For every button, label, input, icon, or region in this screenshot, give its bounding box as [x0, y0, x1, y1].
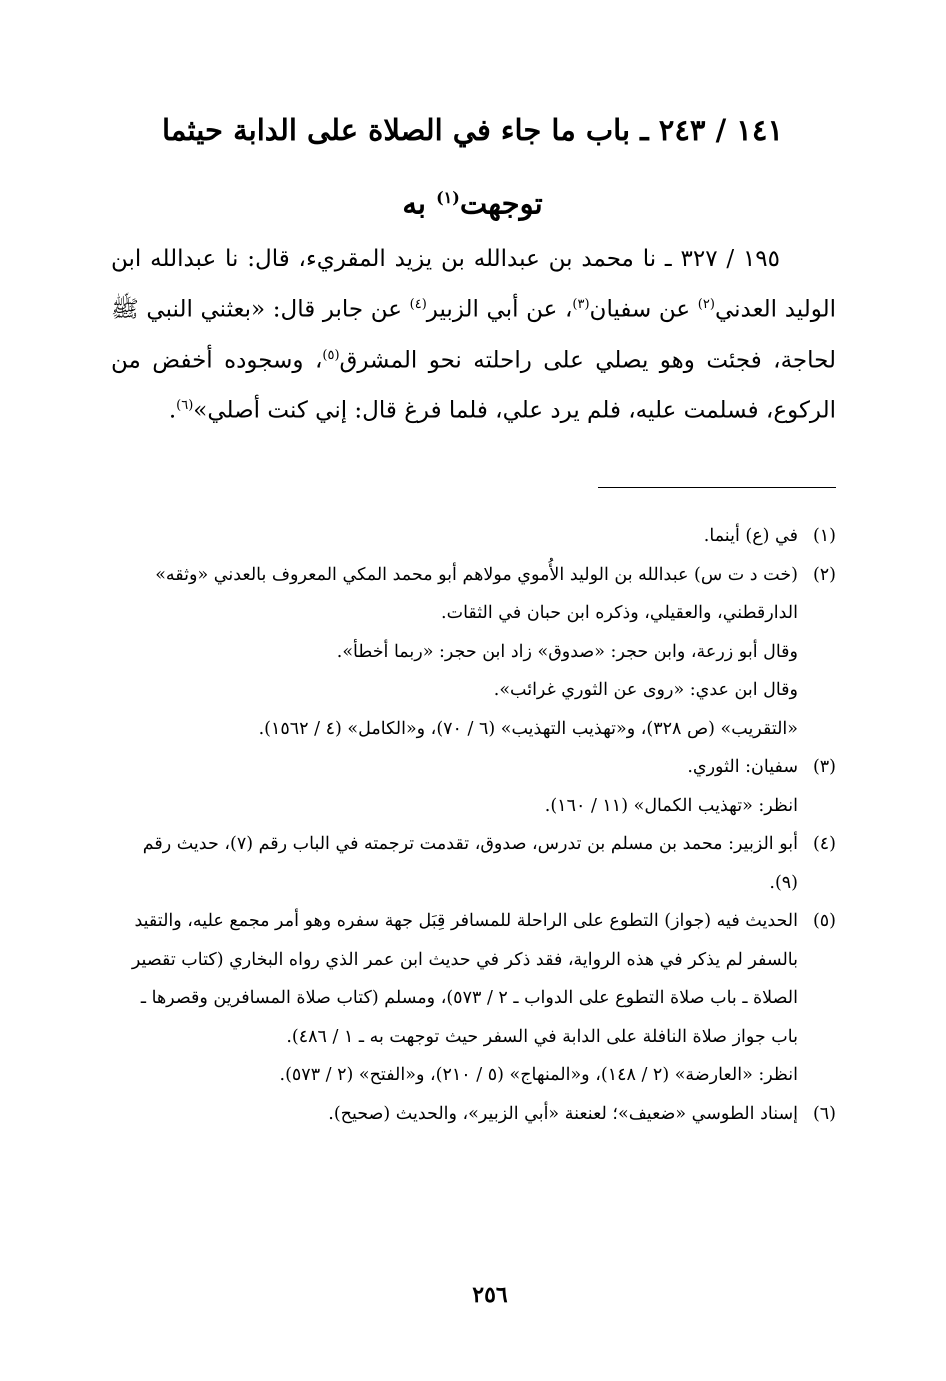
footnotes — [111, 517, 836, 1133]
footnote-number: (٤) — [812, 834, 836, 854]
footnote-separator — [598, 487, 836, 488]
footnote-text: (خت د ت س) عبدالله بن الوليد الأُموي مولاهم أبو محمد المكي المعروف بالعدني «وثقه» الدارقطني، والعقيلي، وذكره ابن حبان في الثقات. — [155, 564, 798, 623]
heading-word: توجهت — [459, 186, 543, 221]
hadith-segment: ١٩٥ / ٣٢٧ ـ نا محمد بن عبدالله بن يزيد المقريء، قال: نا عبدالله ابن الوليد العدني — [111, 246, 837, 323]
hadith-segment: عن جابر قال: «بعثني النبي ﷺ لحاجة، فجئت وهو يصلي على راحلته نحو المشرق — [111, 296, 836, 374]
footnote-marker-3: (٣) — [572, 297, 590, 312]
footnote-4 — [111, 825, 836, 902]
hadith-segment: . — [168, 397, 177, 424]
footnote-6 — [111, 1095, 836, 1134]
footnote-text: وقال أبو زرعة، وابن حجر: «صدوق» زاد ابن حجر: «ربما أخطأ». — [336, 641, 798, 662]
footnote-number: (٢) — [812, 564, 836, 585]
hadith-segment: ، وسجوده أخفض من الركوع، فسلمت عليه، فلم يرد علي، فلما فرغ قال: إني كنت أصلي» — [111, 347, 836, 424]
footnote-text: سفيان: الثوري. — [687, 757, 798, 777]
footnote-text: انظر: «العارضة» (٢ / ١٤٨)، و«المنهاج» (٥ / ٢١٠)، و«الفتح» (٢ / ٥٧٣). — [279, 1065, 798, 1085]
footnote-marker-2: (٢) — [697, 297, 715, 312]
hadith-segment: ، عن أبي الزبير — [426, 296, 573, 323]
footnote-number: (٥) — [812, 911, 836, 931]
chapter-heading-line-1: ١٤١ / ٢٤٣ ـ باب ما جاء في الصلاة على الدابة حيثما — [161, 113, 784, 147]
page-number: ٢٥٦ — [472, 1282, 508, 1308]
footnote-text: انظر: «تهذيب الكمال» (١١ / ١٦٠). — [544, 795, 798, 816]
footnote-marker-6: (٦) — [176, 398, 194, 414]
footnote-text: إسناد الطوسي «ضعيف»؛ لعنعنة «أبي الزبير»، والحديث (صحيح). — [328, 1103, 798, 1124]
footnote-3 — [111, 748, 836, 825]
footnote-5 — [111, 902, 836, 1095]
footnote-marker-1: (١) — [436, 188, 460, 207]
hadith-segment: عن سفيان — [589, 296, 698, 323]
heading-end: به — [402, 186, 437, 221]
footnote-text: في (ع) أينما. — [703, 526, 798, 546]
footnote-number: (٣) — [812, 757, 836, 777]
footnote-marker-5: (٥) — [322, 347, 340, 363]
chapter-heading-line-2 — [110, 164, 835, 238]
hadith-paragraph — [111, 236, 836, 434]
footnote-number: (٦) — [812, 1103, 836, 1124]
footnote-text: الحديث فيه (جواز) التطوع على الراحلة للمسافر قِبَل جهة سفره وهو أمر مجمع عليه، والتقيد بالسفر لم يذكر في هذه الرواية، فقد ذكر في حديث ابن عمر الذي رواه البخاري (كتاب تقصير الصلاة ـ باب صلاة التطوع على الدواب ـ ٢ / ٥٧٣)، ومسلم (كتاب صلاة المسافرين وقصرها ـ باب جواز صلاة النافلة على الدابة في السفر حيث توجهت به ـ ١ / ٤٨٦). — [131, 911, 798, 1047]
footnote-2 — [111, 556, 836, 749]
footnote-1 — [111, 517, 836, 556]
chapter-heading — [110, 96, 835, 238]
footnote-text: «التقريب» (ص ٣٢٨)، و«تهذيب التهذيب» (٦ / ٧٠)، و«الكامل» (٤ / ١٥٦٢). — [258, 718, 798, 739]
footnote-text: أبو الزبير: محمد بن مسلم بن تدرس، صدوق، تقدمت ترجمته في الباب رقم (٧)، حديث رقم (٩). — [142, 834, 798, 893]
footnote-number: (١) — [812, 526, 836, 546]
hadith-text — [111, 236, 836, 434]
footnote-text: وقال ابن عدي: «روى عن الثوري غرائب». — [493, 680, 798, 700]
footnote-marker-4: (٤) — [409, 297, 427, 312]
